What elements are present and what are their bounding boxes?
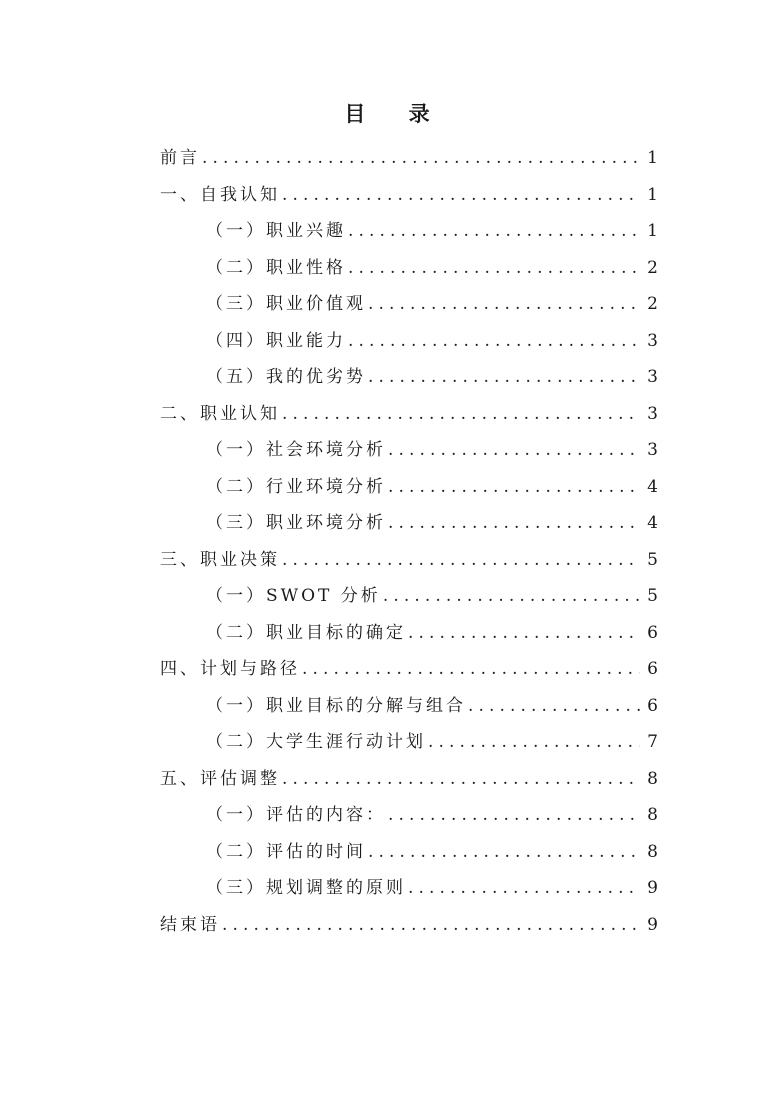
toc-page-number: 2: [647, 257, 658, 278]
toc-page-number: 7: [647, 732, 658, 752]
toc-entry-label: （二）大学生涯行动计划: [206, 732, 426, 752]
toc-dot-leader: [280, 761, 640, 798]
toc-entry[interactable]: [160, 761, 658, 798]
toc-page-number: 6: [647, 622, 658, 643]
toc-dot-leader: [406, 870, 640, 907]
toc-dot-leader: [346, 213, 640, 250]
toc-entry-label: （二）职业性格: [206, 257, 346, 278]
toc-dot-leader: [220, 907, 640, 944]
toc-entry-label: （一）社会环境分析: [206, 440, 386, 460]
toc-entry-label: （一）SWOT 分析: [206, 586, 381, 606]
toc-dot-leader: [346, 323, 640, 360]
toc-entry[interactable]: [160, 542, 658, 579]
toc-entry-label: （一）职业兴趣: [206, 221, 346, 241]
toc-entry-label: 五、评估调整: [160, 768, 280, 789]
toc-entry[interactable]: [160, 396, 658, 433]
toc-title: 目 录: [344, 102, 448, 126]
toc-page-number: 2: [647, 294, 658, 314]
toc-entry[interactable]: [160, 177, 658, 214]
toc-page-number: 8: [647, 768, 658, 789]
toc-page-number: 1: [647, 221, 658, 241]
toc-page-number: 5: [647, 549, 658, 570]
toc-entry[interactable]: [160, 140, 658, 177]
toc-entry[interactable]: [160, 469, 658, 506]
toc-dot-leader: [386, 505, 640, 542]
toc-entry-label: （一）评估的内容：: [206, 805, 386, 825]
toc-entry-label: 二、职业认知: [160, 403, 280, 424]
toc-entry-label: （一）职业目标的分解与组合: [206, 695, 466, 716]
toc-entry[interactable]: [160, 286, 658, 323]
toc-dot-leader: [366, 834, 640, 871]
toc-page-number: 6: [647, 659, 658, 679]
toc-entry-label: （二）评估的时间: [206, 841, 366, 862]
toc-entry-label: 结束语: [160, 914, 220, 935]
toc-entry-label: 三、职业决策: [160, 549, 280, 570]
toc-dot-leader: [426, 724, 640, 761]
toc-page-number: 3: [647, 367, 658, 387]
toc-entry[interactable]: [160, 359, 658, 396]
toc-entry[interactable]: [160, 907, 658, 944]
toc-dot-leader: [366, 286, 640, 323]
toc-dot-leader: [406, 615, 640, 652]
toc-page-number: 4: [647, 476, 658, 497]
toc-dot-leader: [386, 797, 640, 834]
toc-entry[interactable]: [160, 250, 658, 287]
toc-entry[interactable]: [160, 724, 658, 761]
toc-entry[interactable]: [160, 651, 658, 688]
toc-dot-leader: [346, 250, 640, 287]
toc-entry[interactable]: [160, 213, 658, 250]
toc-entry[interactable]: [160, 870, 658, 907]
toc-dot-leader: [280, 396, 640, 433]
toc-entry[interactable]: [160, 688, 658, 725]
toc-dot-leader: [366, 359, 640, 396]
toc-entry-label: 四、计划与路径: [160, 659, 300, 679]
toc-entry[interactable]: [160, 834, 658, 871]
toc-page-number: 3: [647, 330, 658, 351]
toc-page-number: 9: [647, 914, 658, 935]
toc-dot-leader: [386, 469, 640, 506]
toc-entry-label: （五）我的优劣势: [206, 367, 366, 387]
toc-page-number: 1: [647, 148, 658, 168]
toc-entry[interactable]: [160, 797, 658, 834]
toc-entry-label: （三）规划调整的原则: [206, 878, 406, 898]
toc-entry-label: 一、自我认知: [160, 184, 280, 205]
toc-dot-leader: [466, 688, 640, 725]
table-of-contents: [160, 140, 658, 943]
toc-page-number: 8: [647, 805, 658, 825]
toc-page-number: 3: [647, 440, 658, 460]
toc-dot-leader: [280, 542, 640, 579]
toc-dot-leader: [200, 140, 640, 177]
toc-page-number: 8: [647, 841, 658, 862]
toc-page-number: 6: [647, 695, 658, 716]
toc-entry-label: （二）行业环境分析: [206, 476, 386, 497]
toc-entry-label: （四）职业能力: [206, 330, 346, 351]
toc-dot-leader: [300, 651, 640, 688]
toc-dot-leader: [381, 578, 640, 615]
toc-entry[interactable]: [160, 432, 658, 469]
toc-entry-label: （三）职业价值观: [206, 294, 366, 314]
toc-entry-label: （二）职业目标的确定: [206, 622, 406, 643]
toc-entry[interactable]: [160, 615, 658, 652]
toc-entry[interactable]: [160, 505, 658, 542]
toc-entry[interactable]: [160, 323, 658, 360]
toc-dot-leader: [280, 177, 640, 214]
toc-page-number: 5: [647, 586, 658, 606]
toc-entry-label: 前言: [160, 148, 200, 168]
toc-page-number: 9: [647, 878, 658, 898]
toc-page-number: 1: [647, 184, 658, 205]
toc-entry[interactable]: [160, 578, 658, 615]
toc-entry-label: （三）职业环境分析: [206, 513, 386, 533]
toc-page-number: 4: [647, 513, 658, 533]
toc-page-number: 3: [647, 403, 658, 424]
toc-dot-leader: [386, 432, 640, 469]
